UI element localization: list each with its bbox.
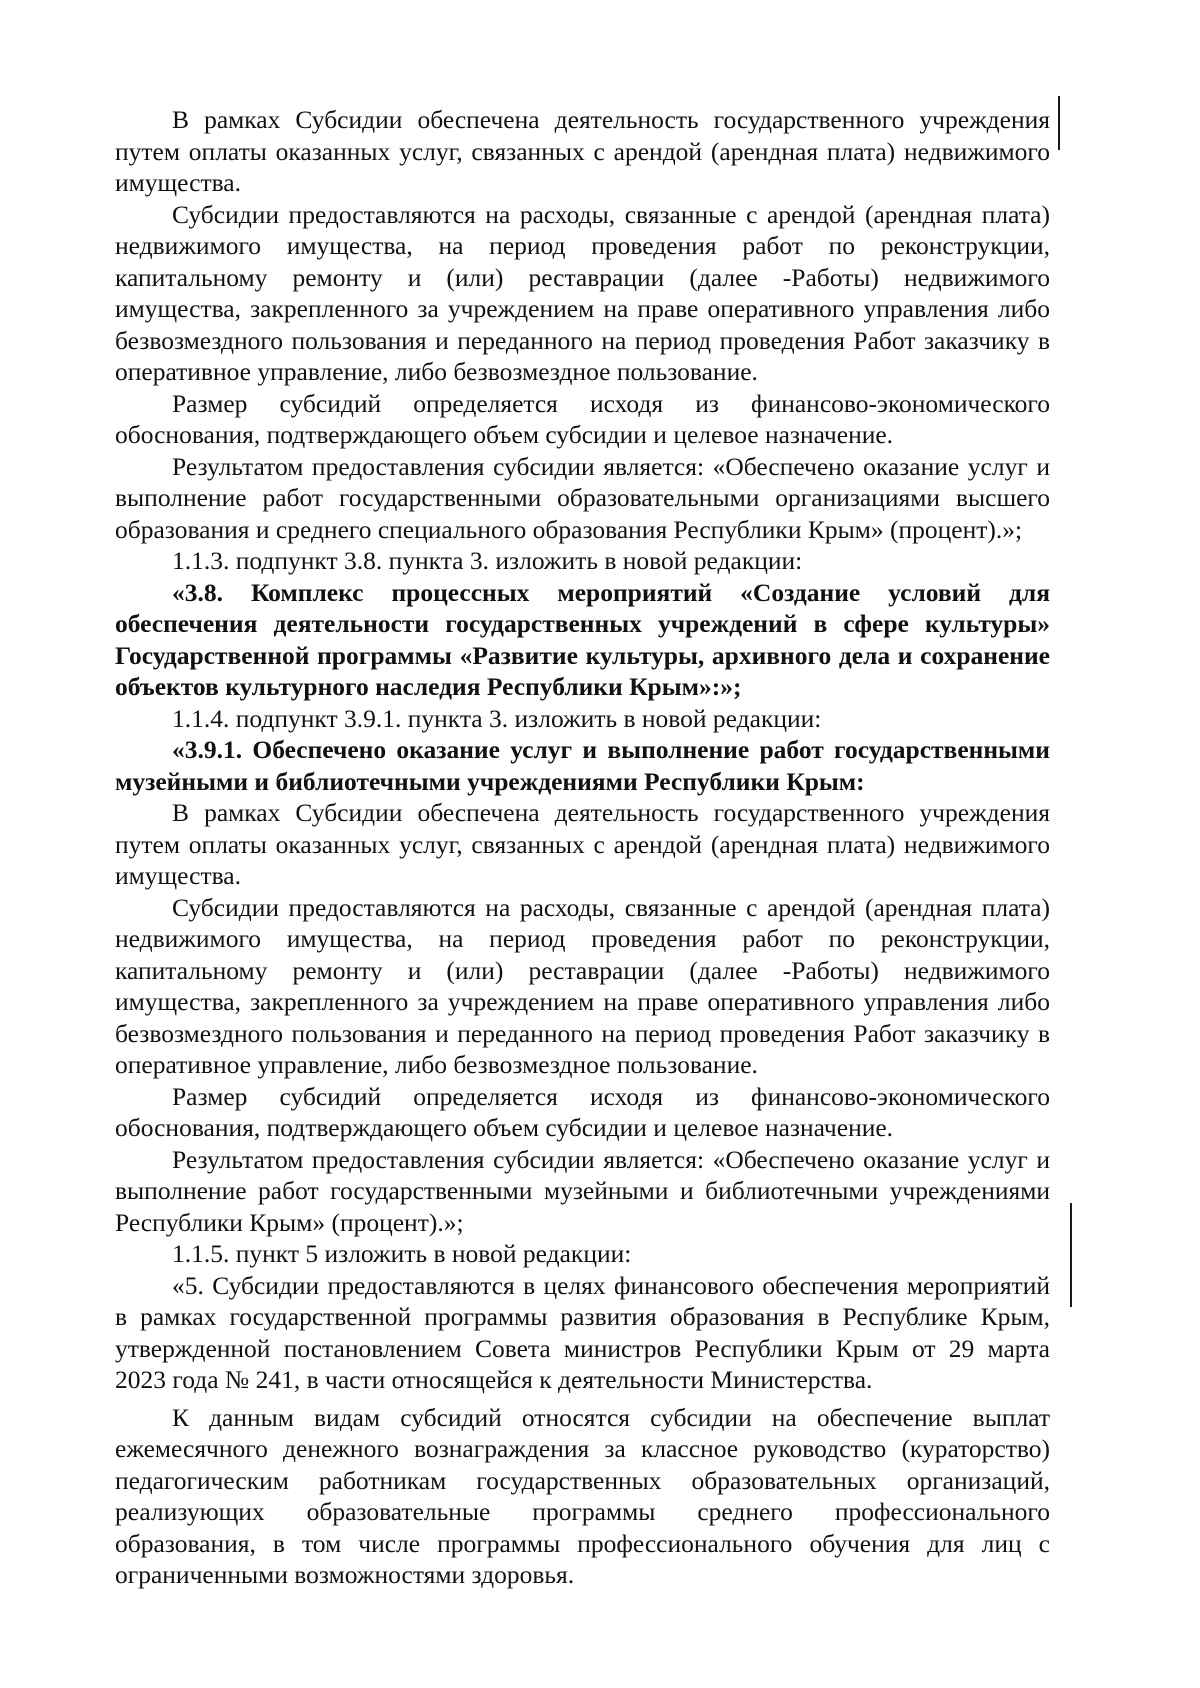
paragraph: Размер субсидий определяется исходя из финансово-экономического обоснования, подтверждающего объем субсидии и целевое назначение. <box>115 388 1050 449</box>
section-heading: «3.9.1. Обеспечено оказание услуг и выполнение работ государственными музейными и библиотечными учреждениями Республики Крым: <box>115 735 1050 796</box>
paragraph: 1.1.5. пункт 5 изложить в новой редакции: <box>172 1239 632 1268</box>
document-body <box>115 104 1050 1591</box>
paragraph: 1.1.3. подпункт 3.8. пункта 3. изложить в новой редакции: <box>172 546 803 575</box>
margin-line-mark <box>1058 96 1060 150</box>
paragraph: Результатом предоставления субсидии является: «Обеспечено оказание услуг и выполнение работ государственными образовательными организациями высшего образования и среднего специального образования Республики Крым» (процент).»; <box>115 451 1050 544</box>
paragraph: В рамках Субсидии обеспечена деятельность государственного учреждения путем оплаты оказанных услуг, связанных с арендой (арендная плата) недвижимого имущества. <box>115 105 1050 197</box>
paragraph: Субсидии предоставляются на расходы, связанные с арендой (арендная плата) недвижимого имущества, на период проведения работ по реконструкции, капитальному ремонту и (или) реставрации (далее -Работы) недвижимого имущества, закрепленного за учреждением на праве оперативного управления либо безвозмездного пользования и переданного на период проведения Работ заказчику в оперативное управление, либо безвозмездное пользование. <box>115 892 1050 1079</box>
paragraph: К данным видам субсидий относятся субсидии на обеспечение выплат ежемесячного денежного вознаграждения за классное руководство (кураторство) педагогическим работникам государственных образовательных организаций, реализующих образовательные программы среднего профессионального образования, в том числе программы профессионального обучения для лиц с ограниченными возможностями здоровья. <box>115 1402 1050 1589</box>
section-heading: «3.8. Комплекс процессных мероприятий «Создание условий для обеспечения деятельности государственных учреждений в сфере культуры» Государственной программы «Развитие культуры, архивного дела и сохранение объектов культурного наследия Республики Крым»:»; <box>115 577 1050 701</box>
paragraph: 1.1.4. подпункт 3.9.1. пункта 3. изложить в новой редакции: <box>172 703 822 733</box>
paragraph: Результатом предоставления субсидии является: «Обеспечено оказание услуг и выполнение работ государственными музейными и библиотечными учреждениями Республики Крым» (процент).»; <box>115 1144 1050 1237</box>
paragraph: Субсидии предоставляются на расходы, связанные с арендой (арендная плата) недвижимого имущества, на период проведения работ по реконструкции, капитальному ремонту и (или) реставрации (далее -Работы) недвижимого имущества, закрепленного за учреждением на праве оперативного управления либо безвозмездного пользования и переданного на период проведения Работ заказчику в оперативное управление, либо безвозмездное пользование. <box>115 199 1050 386</box>
paragraph: В рамках Субсидии обеспечена деятельность государственного учреждения путем оплаты оказанных услуг, связанных с арендой (арендная плата) недвижимого имущества. <box>115 798 1050 890</box>
margin-line-mark <box>1070 1203 1072 1307</box>
paragraph: Размер субсидий определяется исходя из финансово-экономического обоснования, подтверждающего объем субсидии и целевое назначение. <box>115 1081 1050 1142</box>
paragraph: «5. Субсидии предоставляются в целях финансового обеспечения мероприятий в рамках государственной программы развития образования в Республике Крым, утвержденной постановлением Совета министров Республики Крым от 29 марта 2023 года № 241, в части относящейся к деятельности Министерства. <box>115 1270 1050 1394</box>
